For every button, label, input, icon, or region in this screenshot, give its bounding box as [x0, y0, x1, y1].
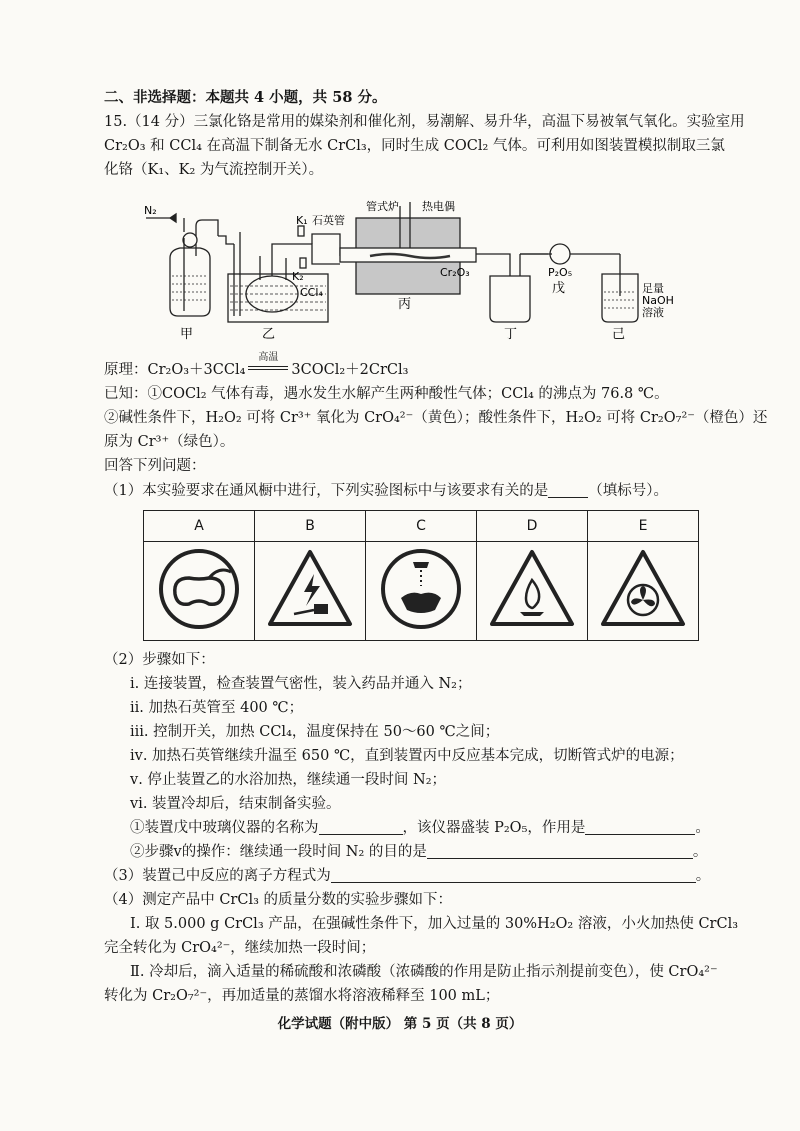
label-k2: K₂ [292, 270, 304, 283]
label-n2: N₂ [144, 204, 157, 217]
step-1: ⅰ. 连接装置，检查装置气密性，装入药品并通入 N₂； [130, 676, 472, 692]
icon-table [143, 510, 699, 641]
question-2-1 [130, 818, 750, 838]
part4-step1-line2: 完全转化为 CrO₄²⁻，继续加热一段时间； [104, 940, 376, 956]
n2-arrow [170, 214, 176, 222]
principle-equation [104, 352, 724, 380]
reaction-arrow [245, 352, 291, 380]
label-wu: 戊 [552, 281, 566, 296]
part1-question [104, 481, 724, 501]
part3-question [104, 866, 724, 886]
icon-cell-c [366, 542, 477, 641]
label-ccl4: CCl₄ [300, 286, 323, 299]
label-furnace: 管式炉 [366, 200, 399, 213]
step-5: ⅴ. 停止装置乙的水浴加热，继续通一段时间 N₂； [130, 772, 447, 788]
q15-intro-line1: 15.（14 分）三氯化铬是常用的媒染剂和催化剂，易潮解、易升华，高温下易被氧气氧化。实验室用 [104, 114, 745, 130]
part4-title: （4）测定产品中 CrCl₃ 的质量分数的实验步骤如下： [104, 892, 453, 908]
label-k1: K₁ [296, 214, 308, 227]
part4-step1-line1: Ⅰ. 取 5.000 g CrCl₃ 产品，在强碱性条件下，加入过量的 30%H₂O₂ 溶液，小火加热使 CrCl₃ [130, 916, 739, 932]
principle-right: 3COCl₂＋2CrCl₃ [291, 362, 409, 378]
part1-tail: （填标号）。 [588, 483, 668, 499]
label-ding: 丁 [504, 327, 518, 342]
q2-1-blank-name[interactable] [319, 819, 403, 835]
known-line2: ②碱性条件下，H₂O₂ 可将 Cr³⁺ 氧化为 CrO₄²⁻（黄色）；酸性条件下，H₂O₂ 可将 Cr₂O₇²⁻（橙色）还 [104, 410, 768, 426]
principle-left: 原理：Cr₂O₃＋3CCl₄ [104, 362, 246, 378]
q2-2-text-a: ②步骤ⅴ的操作：继续通一段时间 N₂ 的目的是 [130, 844, 427, 860]
label-naoh-2: NaOH [642, 294, 674, 307]
page-footer: 化学试题（附中版） 第 5 页（共 8 页） [277, 1016, 523, 1032]
hand-wash-icon [375, 546, 467, 632]
label-jia: 甲 [180, 327, 194, 342]
icon-cell-a [144, 542, 255, 641]
part1-blank[interactable] [548, 482, 588, 498]
q2-2-blank[interactable] [427, 843, 693, 859]
icon-header-e: E [588, 511, 699, 542]
q2-1-text-a: ①装置戊中玻璃仪器的名称为 [130, 820, 319, 836]
q2-1-text-b: ，该仪器盛装 P₂O₅，作用是 [402, 820, 586, 836]
label-naoh-1: 足量 [642, 282, 664, 295]
section-title: 二、非选择题：本题共 4 小题，共 58 分。 [104, 89, 387, 106]
part1-text: （1）本实验要求在通风橱中进行，下列实验图标中与该要求有关的是 [104, 483, 549, 499]
label-ji: 己 [612, 327, 626, 342]
label-bing: 丙 [398, 297, 412, 312]
label-cr2o3: Cr₂O₃ [440, 266, 470, 279]
icon-cell-e [588, 542, 699, 641]
step-2: ⅱ. 加热石英管至 400 ℃； [130, 700, 304, 716]
label-thermo: 热电偶 [422, 200, 455, 213]
goggles-icon [153, 546, 245, 632]
q2-1-text-c: 。 [695, 820, 710, 836]
part3-blank[interactable] [331, 867, 696, 883]
part3-tail: 。 [695, 868, 711, 884]
part4-step2-line1: Ⅱ. 冷却后，滴入适量的稀硫酸和浓磷酸（浓磷酸的作用是防止指示剂提前变色），使 CrO₄²⁻ [130, 964, 718, 980]
q15-intro-line3: 化铬（K₁、K₂ 为气流控制开关）。 [104, 162, 324, 178]
part2-title: （2）步骤如下： [104, 652, 215, 668]
answer-prompt: 回答下列问题： [104, 458, 206, 474]
icon-header-c: C [366, 511, 477, 542]
part4-step2-line2: 转化为 Cr₂O₇²⁻，再加适量的蒸馏水将溶液稀释至 100 mL； [104, 988, 500, 1004]
label-yi: 乙 [262, 327, 276, 342]
label-p2o5: P₂O₅ [548, 266, 573, 279]
ventilation-fan-icon [597, 546, 689, 632]
bottle-ding [490, 276, 530, 322]
known-line3: 原为 Cr³⁺（绿色）。 [104, 434, 235, 450]
question-2-2 [130, 842, 750, 862]
reaction-condition: 高温 [258, 352, 279, 363]
part3-text: （3）装置己中反应的离子方程式为 [104, 868, 331, 884]
known-line1: 已知：①COCl₂ 气体有毒，遇水发生水解产生两种酸性气体；CCl₄ 的沸点为 76.8 ℃。 [104, 386, 669, 402]
label-quartz: 石英管 [312, 214, 345, 227]
q2-2-text-b: 。 [692, 844, 708, 860]
icon-cell-d [477, 542, 588, 641]
icon-cell-b [255, 542, 366, 641]
drying-tube-wu [550, 244, 570, 264]
bottle-jia [170, 248, 210, 316]
step-6: ⅵ. 装置冷却后，结束制备实验。 [130, 796, 341, 812]
apparatus-diagram [140, 196, 680, 346]
q15-intro-line2: Cr₂O₃ 和 CCl₄ 在高温下制备无水 CrCl₃，同时生成 COCl₂ 气体。可利用如图装置模拟制取三氯 [104, 138, 725, 154]
electricity-warning-icon [264, 546, 356, 632]
q2-1-blank-purpose[interactable] [585, 819, 695, 835]
icon-header-b: B [255, 511, 366, 542]
step-4: ⅳ. 加热石英管继续升温至 650 ℃，直到装置丙中反应基本完成，切断管式炉的电源； [130, 748, 684, 764]
icon-header-d: D [477, 511, 588, 542]
flame-warning-icon [486, 546, 578, 632]
step-3: ⅲ. 控制开关，加热 CCl₄，温度保持在 50～60 ℃之间； [130, 724, 500, 740]
label-naoh-3: 溶液 [642, 306, 664, 319]
icon-header-a: A [144, 511, 255, 542]
